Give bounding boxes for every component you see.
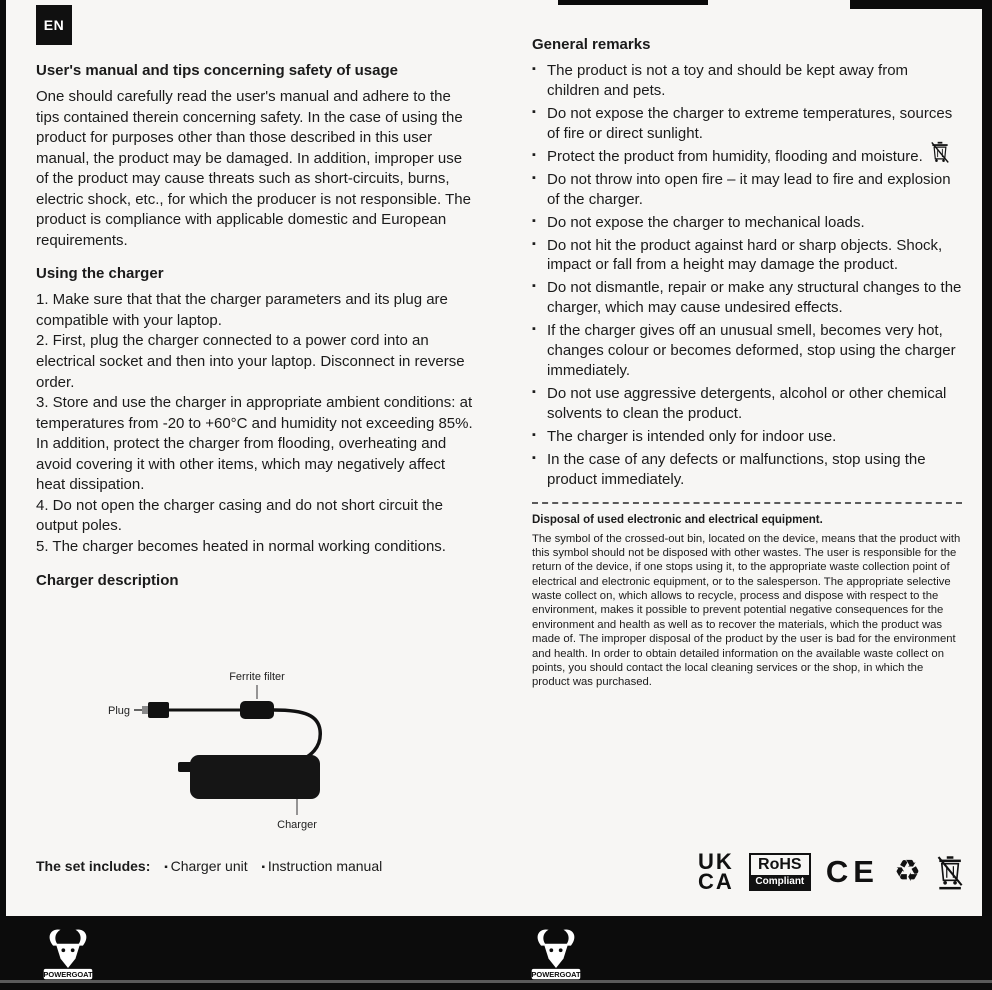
remark-item: ▪ In the case of any defects or malfunctions, stop using the product immediately. [532,450,962,490]
plug-body [148,702,169,718]
scan-edge-top [558,0,708,5]
left-column [36,62,474,597]
using-charger-heading: Using the charger [36,265,164,283]
charger-label: Charger [277,819,317,831]
scan-edge-top-right [850,0,992,9]
crossed-bin-icon [936,851,964,893]
language-badge-label: EN [43,17,65,33]
scan-edge-right [982,0,992,990]
safety-heading: User's manual and tips concerning safety of usage [36,62,398,79]
certification-marks [698,846,964,898]
scan-edge-left [0,0,6,990]
set-item-charger-unit: ▪ Charger unit [164,858,247,874]
step-2: 2. First, plug the charger connected to a power cord into an electrical socket and then into your laptop. Disconnect in reverse order. [36,332,465,391]
step-4: 4. Do not open the charger casing and do not short circuit the output poles. [36,496,443,535]
charger-diagram [100,666,392,842]
set-item-instruction-manual: ▪ Instruction manual [262,858,383,874]
language-badge [36,5,72,45]
recycle-icon: ♻ [893,855,921,888]
step-3: 3. Store and use the charger in appropriate ambient conditions: at temperatures from -20 to +60°C and humidity not exceeding 85%. In addition, protect the charger from flooding, overheating and avoid covering it with other items, which may negatively affect heat dissipation. [36,394,473,494]
set-includes-label: The set includes: [36,858,151,874]
crossed-bin-small-icon [930,140,950,166]
general-remarks-heading: General remarks [532,36,651,53]
safety-body: One should carefully read the user's manual and adhere to the tips contained therein concerning safety. In the case of using the product for purposes other than those described in this user manual, the product may be damaged. In addition, improper use of the product may cause threats such as short-circuits, burns, electric shock, etc., for which the producer is not responsible. The product is compliance with applicable domestic and European requirements. [36,88,471,249]
remark-item: ▪ Do not hit the product against hard or sharp objects. Shock, impact or fall from a height may damage the product. [532,236,962,276]
using-charger-steps [36,290,474,557]
remark-item: ▪ Do not use aggressive detergents, alcohol or other chemical solvents to clean the product. [532,384,962,424]
general-remarks-list [532,61,962,490]
dashed-divider [532,502,962,504]
ukca-mark: UK CA [698,848,734,894]
remark-item: ▪ Protect the product from humidity, flooding and moisture. [532,147,962,167]
charger-description-heading: Charger description [36,572,179,590]
footer-band [0,916,992,990]
right-column [532,36,962,690]
remark-item: ▪ Do not expose the charger to mechanical loads. [532,213,962,233]
plug-pin [142,706,149,714]
disposal-heading: Disposal of used electronic and electrical equipment. [532,513,823,526]
footer-scan-line [0,980,992,983]
powergoat-wordmark: POWERGOAT [43,969,93,979]
ferrite-filter-label: Ferrite filter [229,671,285,683]
step-1: 1. Make sure that that the charger parameters and its plug are compatible with your laptop. [36,291,448,329]
powergoat-wordmark: POWERGOAT [531,969,581,979]
powergoat-logo [40,924,96,984]
remark-item: ▪ The charger is intended only for indoor use. [532,427,962,447]
powergoat-logo [528,924,584,984]
plug-label: Plug [108,705,131,717]
remark-item: ▪ If the charger gives off an unusual smell, becomes very hot, changes colour or becomes deformed, stop using the charger immediately. [532,321,962,381]
set-includes-line [36,858,476,874]
disposal-body: The symbol of the crossed-out bin, located on the device, means that the product with this symbol should not be disposed with other wastes. The user is responsible for the return of the device, if one stops using it, to the appropriate waste collection point of electrical and electronic equipment, or to the salesperson. The appropriate selective waste collect on, which allows to recycle, process and dispose with respect to the environment, makes it possible to prevent potential negative consequences for the environment and health as well as to recover the materials, which the product was made of. The improper disposal of the product by the user is bad for the environment and health. In order to obtain detailed information on the available waste collect on points, you should contact the local cleaning services or the shop, in which the product was purchased. [532,532,961,689]
rohs-mark: RoHS Compliant [749,853,811,891]
remark-item: ▪ Do not expose the charger to extreme temperatures, sources of fire or direct sunlight. [532,104,962,144]
remark-item: ▪ Do not throw into open fire – it may lead to fire and explosion of the charger. [532,170,962,210]
charger-brick [190,755,320,799]
ce-mark: CE [825,854,879,889]
ferrite-filter-bead [240,701,274,719]
remark-item: ▪ Do not dismantle, repair or make any structural changes to the charger, which may cause undesired effects. [532,278,962,318]
remark-item: ▪ The product is not a toy and should be kept away from children and pets. [532,61,962,101]
step-5: 5. The charger becomes heated in normal working conditions. [36,537,446,555]
